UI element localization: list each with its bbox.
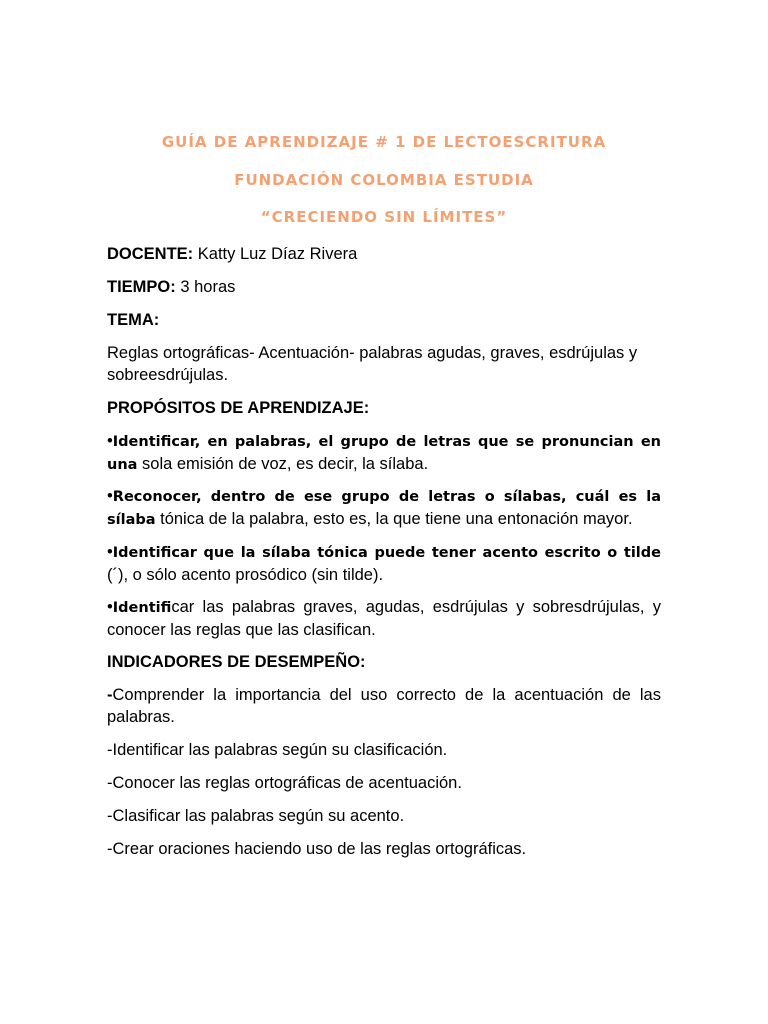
indicador-item: -Conocer las reglas ortográficas de acentuación.: [107, 774, 462, 792]
proposito-item: •Identificar que la sílaba tónica puede tener acento escrito o tilde (´), o sólo acento prosódico (sin tilde).: [107, 543, 661, 584]
indicador-item: -Clasificar las palabras según su acento.: [107, 807, 405, 825]
tiempo-label: TIEMPO:: [107, 278, 176, 296]
tema-label: TEMA:: [107, 311, 160, 329]
propositos-heading: PROPÓSITOS DE APRENDIZAJE:: [107, 399, 370, 417]
proposito-item: •Identificar, en palabras, el grupo de letras que se pronuncian en una sola emisión de voz, es decir, la sílaba.: [107, 432, 661, 473]
motto: “CRECIENDO SIN LÍMITES”: [260, 208, 508, 226]
tiempo-value: 3 horas: [175, 278, 236, 296]
docente-label: DOCENTE:: [107, 245, 194, 263]
proposito-item: •Identificar las palabras graves, agudas, esdrújulas y sobresdrújulas, y conocer las reglas que las clasifican.: [107, 598, 661, 639]
tiempo-line: [107, 276, 661, 298]
proposito-item: •Reconocer, dentro de ese grupo de letras o sílabas, cuál es la sílaba tónica de la palabra, esto es, la que tiene una entonación mayor.: [107, 487, 661, 528]
organization-name: FUNDACIÓN COLOMBIA ESTUDIA: [234, 171, 534, 189]
guide-title: GUÍA DE APRENDIZAJE # 1 DE LECTOESCRITURA: [161, 133, 607, 151]
indicadores-heading: INDICADORES DE DESEMPEÑO:: [107, 653, 366, 671]
docente-line: [107, 243, 661, 265]
indicador-item: -Comprender la importancia del uso correcto de la acentuación de las palabras.: [107, 686, 661, 726]
docente-value: Katty Luz Díaz Rivera: [193, 245, 358, 263]
tema-value: Reglas ortográficas- Acentuación- palabras agudas, graves, esdrújulas y sobreesdrújulas.: [107, 344, 638, 384]
indicador-item: -Identificar las palabras según su clasificación.: [107, 741, 448, 759]
indicador-item: -Crear oraciones haciendo uso de las reglas ortográficas.: [107, 840, 527, 858]
